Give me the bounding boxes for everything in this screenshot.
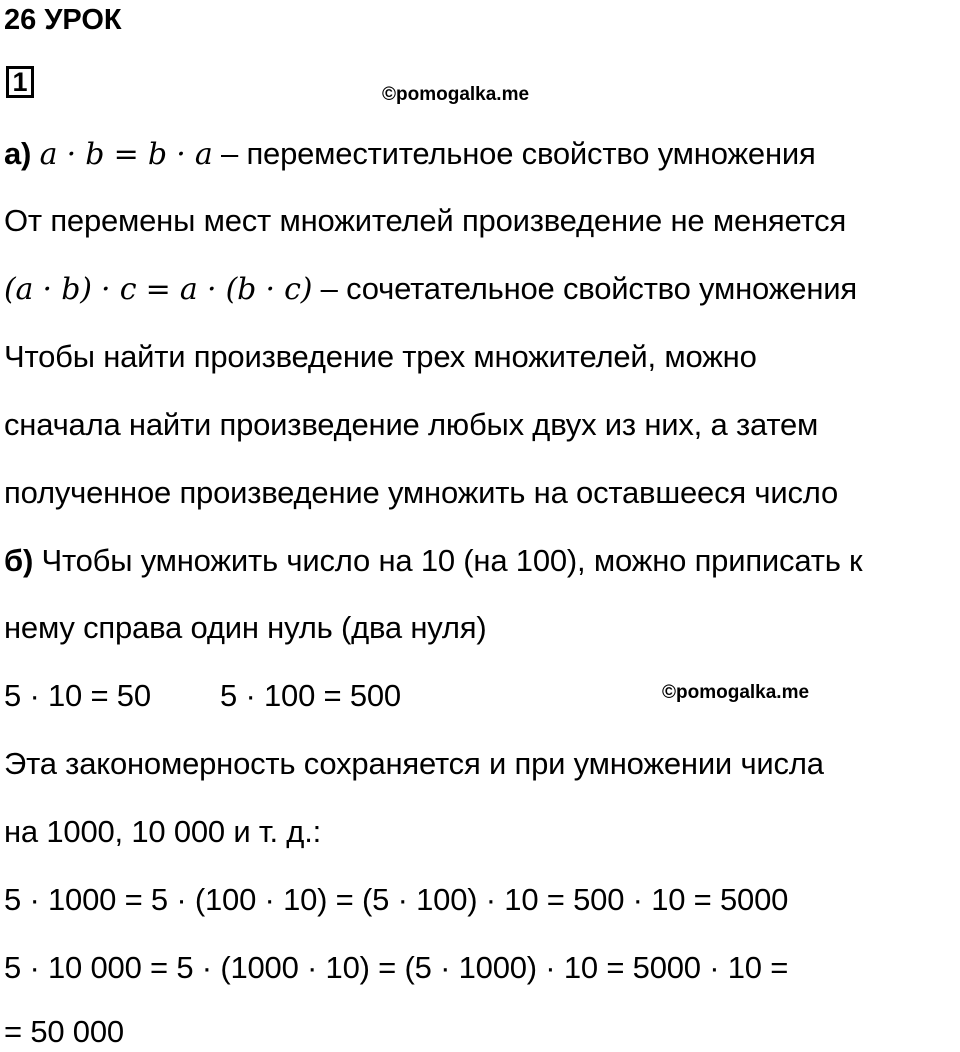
example-10: 5 · 10 = 50 xyxy=(4,678,151,713)
part-a-label: а) xyxy=(4,136,32,171)
part-b-line-8: = 50 000 xyxy=(4,1014,124,1049)
part-b-line-1 xyxy=(4,541,862,581)
part-a-line-6: полученное произведение умножить на оставшееся число xyxy=(4,475,839,510)
watermark: ©pomogalka.me xyxy=(662,682,810,703)
part-b-line-2: нему справа один нуль (два нуля) xyxy=(4,610,487,645)
part-a-line-2: От перемены мест множителей произведение не меняется xyxy=(4,203,847,238)
part-b-rule-text: Чтобы умножить число на 10 (на 100), можно приписать к xyxy=(33,543,863,578)
task-number-box: 1 xyxy=(6,66,34,98)
part-b-examples-2 xyxy=(220,676,401,716)
watermark: ©pomogalka.me xyxy=(382,84,530,105)
commutative-formula: a · b = b · a xyxy=(39,137,213,172)
part-a-line-3 xyxy=(4,269,857,310)
part-b-label: б) xyxy=(4,543,34,578)
part-a-line-1 xyxy=(4,134,816,175)
part-b-examples xyxy=(4,676,151,716)
associative-formula: (a · b) · c = a · (b · c) xyxy=(4,272,313,307)
part-a-line-5: сначала найти произведение любых двух из них, а затем xyxy=(4,407,819,442)
associative-text: – сочетательное свойство умножения xyxy=(312,271,857,306)
part-b-line-4: Эта закономерность сохраняется и при умножении числа xyxy=(4,746,824,781)
lesson-title: 26 УРОК xyxy=(4,4,122,36)
part-b-line-6: 5 · 1000 = 5 · (100 · 10) = (5 · 100) · 10 = 500 · 10 = 5000 xyxy=(4,882,789,917)
part-a-line-4: Чтобы найти произведение трех множителей, можно xyxy=(4,339,757,374)
commutative-text: – переместительное свойство умножения xyxy=(212,136,816,171)
part-b-line-7: 5 · 10 000 = 5 · (1000 · 10) = (5 · 1000) · 10 = 5000 · 10 = xyxy=(4,950,789,985)
example-100: 5 · 100 = 500 xyxy=(220,678,401,713)
part-b-line-5: на 1000, 10 000 и т. д.: xyxy=(4,814,322,849)
